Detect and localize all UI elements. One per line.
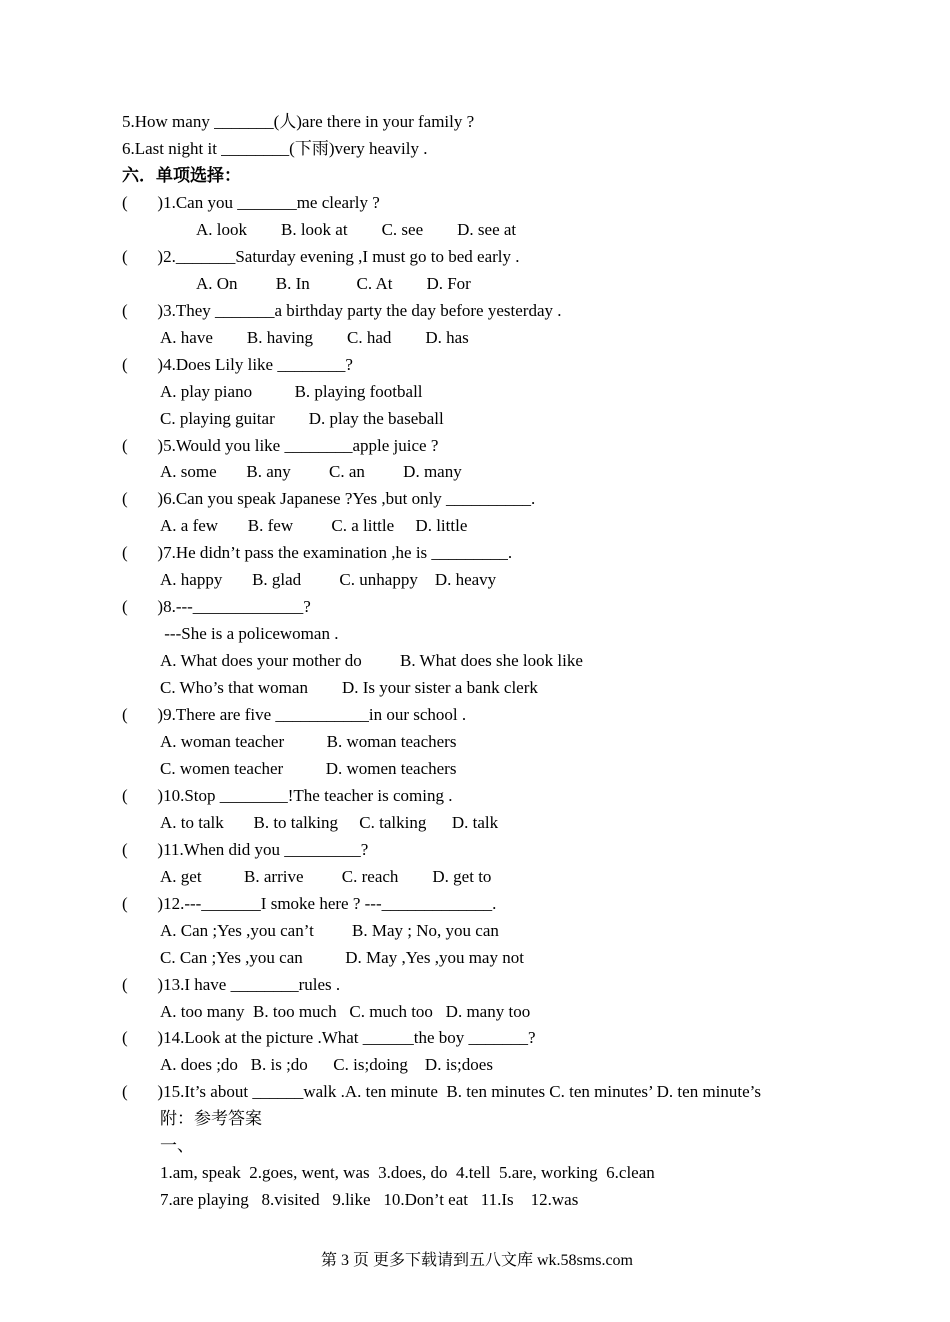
question-stem: ( )11.When did you _________? <box>122 840 369 859</box>
question-stem: ( )5.Would you like ________apple juice ? <box>122 436 439 455</box>
question-stem: ( )6.Can you speak Japanese ?Yes ,but only __________. <box>122 489 536 508</box>
question-stem: ( )13.I have ________rules . <box>122 975 341 994</box>
answer-options: C. Who’s that woman D. Is your sister a bank clerk <box>160 678 538 697</box>
fill-in-question-5: 5.How many _______(人)are there in your family ? <box>122 112 475 131</box>
answer-options: A. a few B. few C. a little D. little <box>160 516 468 535</box>
question-stem: ( )1.Can you _______me clearly ? <box>122 193 380 212</box>
answer-key-title: 附：参考答案 <box>160 1109 262 1128</box>
answer-options: A. some B. any C. an D. many <box>160 462 462 481</box>
section-title-multiple-choice: 六．单项选择： <box>122 166 241 185</box>
answer-options: A. have B. having C. had D. has <box>160 328 469 347</box>
question-stem: ( )7.He didn’t pass the examination ,he is _________. <box>122 543 513 562</box>
answer-options: A. woman teacher B. woman teachers <box>160 732 457 751</box>
answer-section-one-label: 一、 <box>160 1136 194 1155</box>
question-stem: ( )15.It’s about ______walk .A. ten minute B. ten minutes C. ten minutes’ D. ten minute’s <box>122 1082 761 1101</box>
answer-options: A. look B. look at C. see D. see at <box>196 220 517 239</box>
answer-options: A. Can ;Yes ,you can’t B. May ; No, you can <box>160 921 499 940</box>
answer-options: C. women teacher D. women teachers <box>160 759 457 778</box>
answer-options: A. to talk B. to talking C. talking D. talk <box>160 813 499 832</box>
answer-options: A. happy B. glad C. unhappy D. heavy <box>160 570 497 589</box>
answer-options: A. What does your mother do B. What does she look like <box>160 651 583 670</box>
question-stem: ( )2._______Saturday evening ,I must go to bed early . <box>122 247 520 266</box>
answer-options: A. On B. In C. At D. For <box>196 274 471 293</box>
question-stem: ( )10.Stop ________!The teacher is coming . <box>122 786 453 805</box>
answer-options: C. playing guitar D. play the baseball <box>160 409 444 428</box>
answer-options: A. does ;do B. is ;do C. is;doing D. is;does <box>160 1055 493 1074</box>
question-stem: ( )8.---_____________? <box>122 597 311 616</box>
answer-options: A. get B. arrive C. reach D. get to <box>160 867 492 886</box>
question-stem: ( )3.They _______a birthday party the day before yesterday . <box>122 301 562 320</box>
page-footer: 第 3 页 更多下载请到五八文库 wk.58sms.com <box>321 1252 634 1269</box>
answer-options: A. too many B. too much C. much too D. many too <box>160 1002 531 1021</box>
answer-options: A. play piano B. playing football <box>160 382 423 401</box>
answer-options: C. Can ;Yes ,you can D. May ,Yes ,you may not <box>160 948 524 967</box>
answer-line: 7.are playing 8.visited 9.like 10.Don’t eat 11.Is 12.was <box>160 1190 579 1209</box>
question-stem: ( )14.Look at the picture .What ______the boy _______? <box>122 1028 536 1047</box>
question-stem: ( )12.---_______I smoke here ? ---_____________. <box>122 894 497 913</box>
answer-options: ---She is a policewoman . <box>160 624 339 643</box>
question-stem: ( )9.There are five ___________in our school . <box>122 705 467 724</box>
fill-in-question-6: 6.Last night it ________(下雨)very heavily . <box>122 139 428 158</box>
answer-line: 1.am, speak 2.goes, went, was 3.does, do 4.tell 5.are, working 6.clean <box>160 1163 655 1182</box>
question-stem: ( )4.Does Lily like ________? <box>122 355 353 374</box>
